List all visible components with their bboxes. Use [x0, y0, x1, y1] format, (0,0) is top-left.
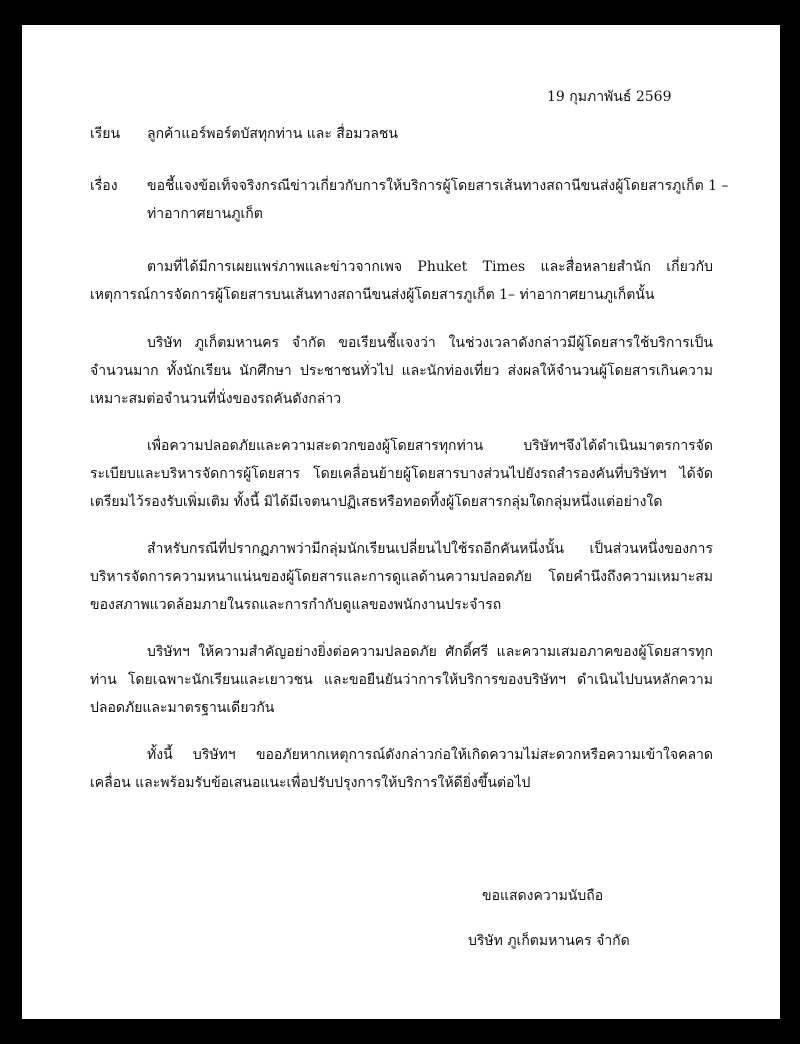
- recipient-line: [90, 123, 398, 145]
- paragraph-5: บริษัทฯ ให้ความสำคัญอย่างยิ่งต่อความปลอดภัย ศักดิ์ศรี และความเสมอภาคของผู้โดยสารทุกท่าน โดยเฉพาะนักเรียนและเยาวชน และขอยืนยันว่าการให้บริการของบริษัทฯ ดำเนินไปบนหลักความปลอดภัยและมาตรฐานเดียวกัน: [90, 644, 713, 716]
- paragraph-3: เพื่อความปลอดภัยและความสะดวกของผู้โดยสารทุกท่าน บริษัทฯจึงได้ดำเนินมาตรการจัดระเบียบและบริหารจัดการผู้โดยสาร โดยเคลื่อนย้ายผู้โดยสารบางส่วนไปยังรถสำรองคันที่บริษัทฯ ได้จัดเตรียมไว้รองรับเพิ่มเติม ทั้งนี้ มิได้มีเจตนาปฏิเสธหรือทอดทิ้งผู้โดยสารกลุ่มใดกลุ่มหนึ่งแต่อย่างใด: [90, 438, 713, 510]
- letter-page: [22, 25, 780, 1019]
- recipient-text: ลูกค้าแอร์พอร์ตบัสทุกท่าน และ สื่อมวลชน: [147, 126, 398, 142]
- paragraph-2: บริษัท ภูเก็ตมหานคร จำกัด ขอเรียนชี้แจงว่า ในช่วงเวลาดังกล่าวมีผู้โดยสารใช้บริการเป็นจำนวนมาก ทั้งนักเรียน นักศึกษา ประชาชนทั่วไป และนักท่องเที่ยว ส่งผลให้จำนวนผู้โดยสารเกินความเหมาะสมต่อจำนวนที่นั่งของรถคันดังกล่าว: [90, 335, 713, 407]
- signature-company: บริษัท ภูเก็ตมหานคร จำกัด: [468, 933, 630, 949]
- subject-label: เรื่อง: [90, 178, 118, 194]
- recipient-label: เรียน: [90, 126, 121, 142]
- closing-phrase: ขอแสดงความนับถือ: [482, 888, 604, 904]
- paragraph-4: สำหรับกรณีที่ปรากฏภาพว่ามีกลุ่มนักเรียนเปลี่ยนไปใช้รถอีกคันหนึ่งนั้น เป็นส่วนหนึ่งของการบริหารจัดการความหนาแน่นของผู้โดยสารและการดูแลด้านความปลอดภัย โดยคำนึงถึงความเหมาะสมของสภาพแวดล้อมภายในรถและการกำกับดูแลของพนักงานประจำรถ: [90, 541, 713, 613]
- subject-text-line2: ท่าอากาศยานภูเก็ต: [147, 206, 263, 222]
- paragraph-6: ทั้งนี้ บริษัทฯ ขออภัยหากเหตุการณ์ดังกล่าวก่อให้เกิดความไม่สะดวกหรือความเข้าใจคลาดเคลื่อน และพร้อมรับข้อเสนอแนะเพื่อปรับปรุงการให้บริการให้ดียิ่งขึ้นต่อไป: [90, 747, 713, 791]
- letter-date: 19 กุมภาพันธ์ 2569: [547, 89, 672, 105]
- subject-line: [90, 175, 729, 197]
- subject-text-line1: ขอชี้แจงข้อเท็จจริงกรณีข่าวเกี่ยวกับการให้บริการผู้โดยสารเส้นทางสถานีขนส่งผู้โดยสารภูเก็ต 1 –: [147, 178, 729, 194]
- paragraph-1: ตามที่ได้มีการเผยแพร่ภาพและข่าวจากเพจ Phuket Times และสื่อหลายสำนัก เกี่ยวกับเหตุการณ์การจัดการผู้โดยสารบนเส้นทางสถานีขนส่งผู้โดยสารภูเก็ต 1– ท่าอากาศยานภูเก็ตนั้น: [90, 259, 713, 303]
